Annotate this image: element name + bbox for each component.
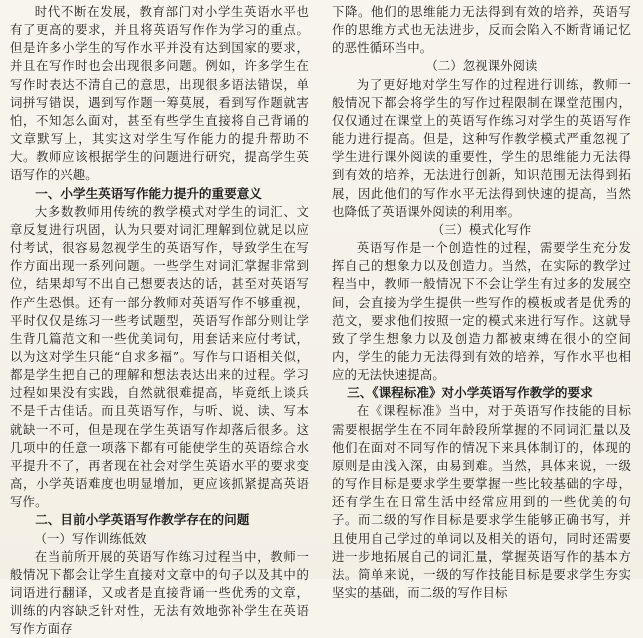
subsection-2-paragraph: 为了更好地对学生写作的过程进行训练，教师一般情况下都会将学生的写作过程限制在课堂范围内，仅仅通过在课堂上的英语写作练习对学生的英语写作能力进行提高。但是，这种写作教学模式严重忽视了学生进行课外阅读的重要性，学生的思维能力无法得到有效的培养，无法进行创新，知识范围无法得到拓展，因此他们的写作水平无法得到快速的提高，当然也降低了英语课外阅读的利用率。: [332, 76, 631, 219]
subsection-heading-2: （二）忽视课外阅读: [425, 59, 538, 74]
left-column: [10, 3, 309, 638]
intro-paragraph: 时代不断在发展，教育部门对小学生英语水平也有了更高的要求，并且将英语写作作为学习的重点。但是许多小学生的写作水平并没有达到国家的要求，并且在写作时也会出现很多问题。例如，许多学生在写作时表达不清自己的意思，出现很多语法错误，单词拼写错误，遇到写作题一筹莫展，看到写作题就害怕，不知怎么面对，甚至有些学生直接将自己背诵的文章默写上，其实这对学生写作能力的提升帮助不大。教师应该根据学生的问题进行研究，提高学生英语写作的兴趣。: [10, 4, 309, 183]
section-heading-2: 二、目前小学英语写作教学存在的问题: [35, 512, 250, 528]
subsection-1-paragraph: 在当前所开展的英语写作练习过程当中，教师一般情况下都会让学生直接对文章中的句子以及其中的词语进行翻译，又或者是直接背诵一些优秀的文章，训练的内容缺乏针对性，无法有效地弥补学生在英语写作方面存: [10, 548, 309, 637]
right-column: [332, 3, 631, 602]
section-heading-3: 三、《课程标准》对小学英语写作教学的要求: [347, 385, 593, 401]
subsection-heading-1: （一）写作训练低效: [34, 531, 147, 546]
section-heading-1: 一、小学生英语写作能力提升的重要意义: [35, 185, 262, 201]
section-3-paragraph: 在《课程标准》当中，对于英语写作技能的目标需要根据学生在不同年龄段所掌握的不同词汇量以及他们在面对不同写作的情况下来具体制订的，体现的原则是由浅入深，由易到难。当然，具体来说，一级的写作目标是要求学生要掌握一些比较基础的字母，还有学生在日常生活中经常应用到的一些优美的句子。而二级的写作目标是要求学生能够正确书写，并且使用自己学过的单词以及相关的语句，同时还需要进一步地拓展自己的词汇量，掌握英语写作的基本方法。简单来说，一级的写作技能目标是要求学生夯实坚实的基础，而二级的写作目标: [332, 403, 631, 600]
section-1-paragraph: 大多数教师用传统的教学模式对学生的词汇、文章反复进行巩固，认为只要对词汇理解到位就足以应付考试，很容易忽视学生的英语写作，导致学生在写作方面出现一系列问题。一些学生对词汇掌握非常到位，结果却写不出自己想要表达的话，甚至对英语写作产生恐惧。还有一部分教师对英语写作不够重视，平时仅仅是练习一些考试题型，英语写作部分则让学生背几篇范文和一些优美词句，用套话来应付考试，以为这对学生只能“自求多福”。写作与口语相关似，都是学生把自己的理解和想法表达出来的过程。学习过程如果没有实践，自然就很难提高，毕竟纸上谈兵不是千古佳话。而且英语写作，与听、说、读、写本就缺一不可，但是现在学生英语写作却落后很多。这几项中的任意一项落下都有可能使学生的英语综合水平提升不了，再者现在社会对学生英语水平的要求变高，小学英语难度也明显增加，更应该抓紧提高英语写作。: [10, 203, 309, 510]
continued-paragraph: 下降。他们的思维能力无法得到有效的培养，英语写作的思维方式也无法进步，反而会陷入不断背诵记忆的恶性循环当中。: [332, 4, 631, 56]
subsection-heading-3: （三）模式化写作: [431, 222, 532, 237]
subsection-3-paragraph: 英语写作是一个创造性的过程，需要学生充分发挥自己的想象力以及创造力。当然，在实际的教学过程当中，教师一般情况下不会让学生有过多的发展空间，会直接为学生提供一些写作的模板或者是优秀的范文，要求他们按照一定的模式来进行写作。这就导致了学生想象力以及创造力都被束缚在很小的空间内，学生的能力无法得到有效的培养，写作水平也相应的无法快速提高。: [332, 240, 631, 383]
